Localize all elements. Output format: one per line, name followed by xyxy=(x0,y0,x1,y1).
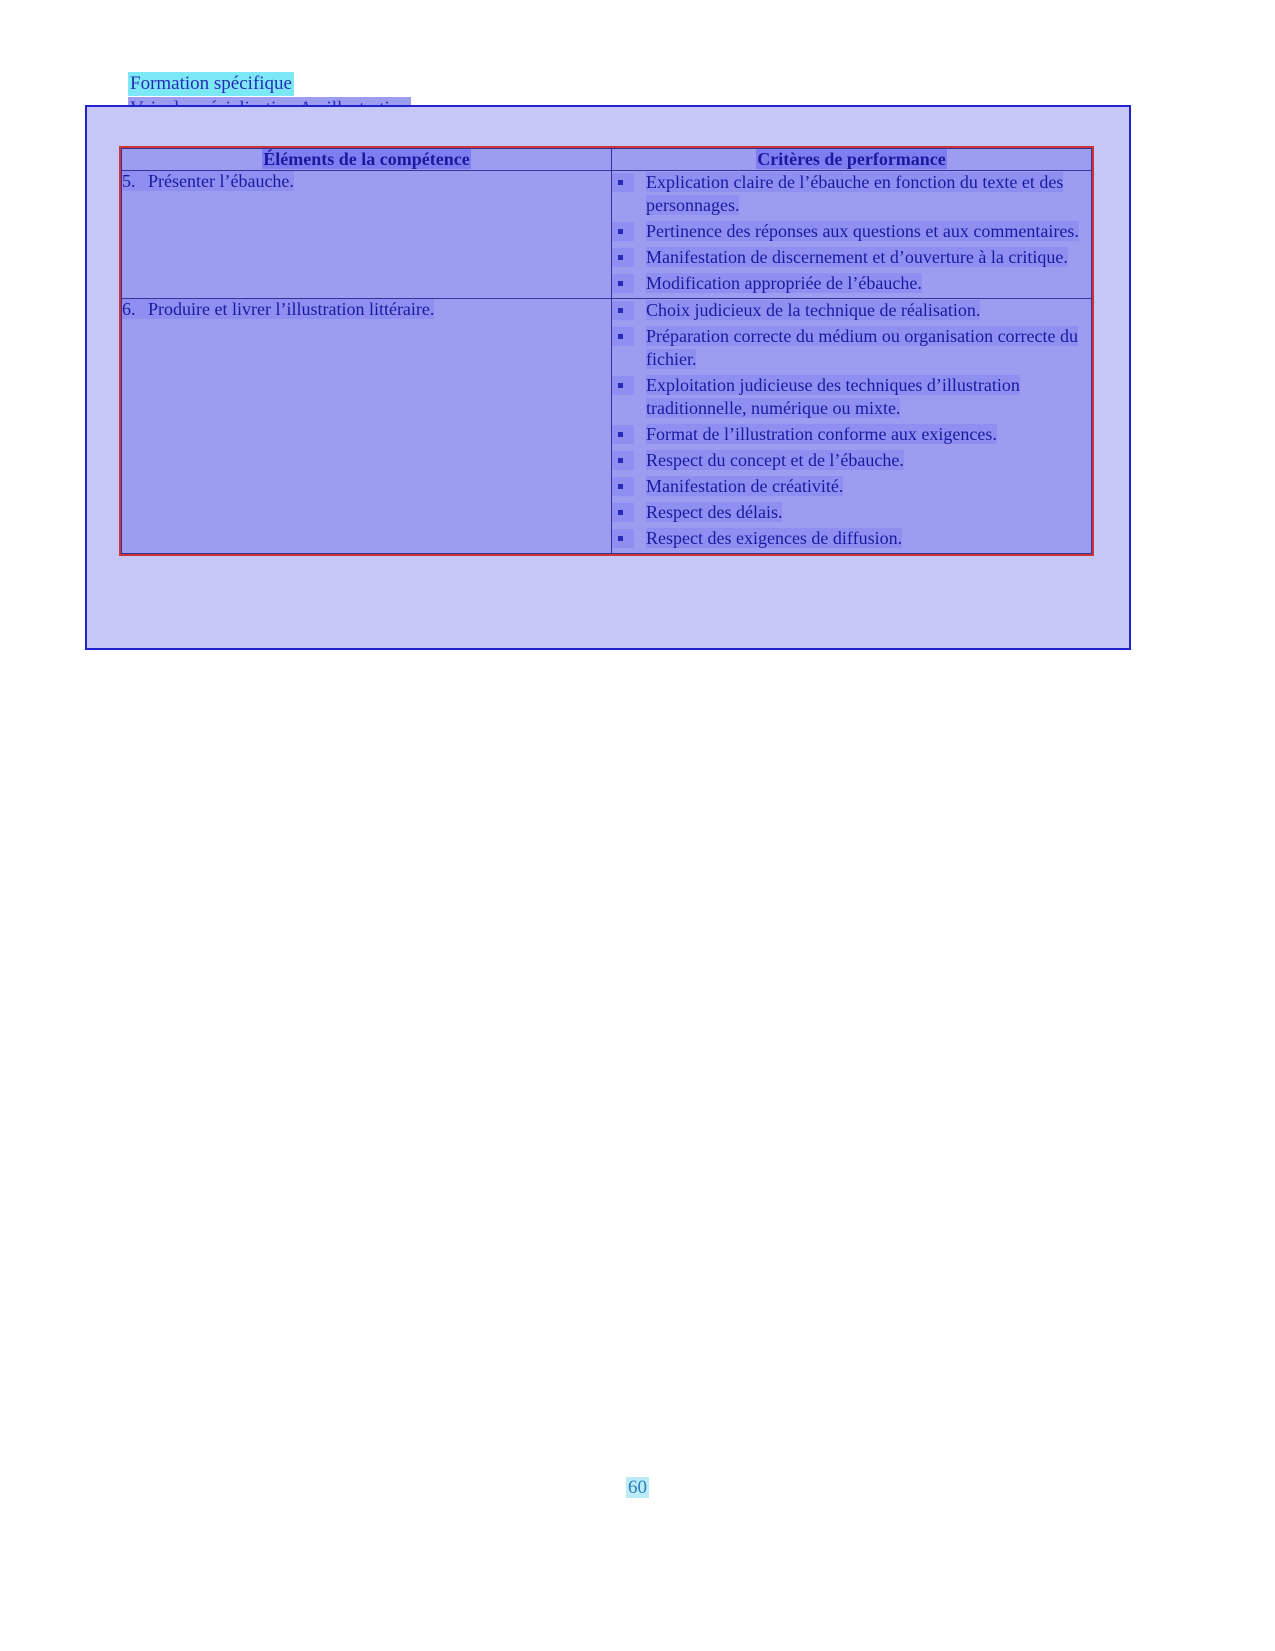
page-number: 60 xyxy=(628,1477,647,1498)
table-header-elements xyxy=(122,149,612,171)
bullet-icon xyxy=(618,510,623,515)
criteria-text: Exploitation judicieuse des techniques d’illustration traditionnelle, numérique ou mixte. xyxy=(646,375,1020,418)
element-number: 5. xyxy=(122,171,136,191)
element-line xyxy=(122,171,611,192)
criteria-text: Respect des exigences de diffusion. xyxy=(646,528,903,548)
criteria-text: Respect du concept et de l’ébauche. xyxy=(646,450,904,470)
bullet-icon xyxy=(618,229,623,234)
list-item xyxy=(612,423,1091,446)
criteria-text: Choix judicieux de la technique de réalisation. xyxy=(646,300,981,320)
bullet-highlight xyxy=(612,477,634,496)
list-item xyxy=(612,171,1091,217)
list-item xyxy=(612,325,1091,371)
bullet-highlight xyxy=(612,529,634,548)
bullet-icon xyxy=(618,334,623,339)
bullet-icon xyxy=(618,383,623,388)
list-item xyxy=(612,527,1091,550)
page-number-footer xyxy=(0,1477,1275,1499)
competency-table-container xyxy=(119,146,1094,556)
element-text: Produire et livrer l’illustration littéraire. xyxy=(148,299,435,319)
table-row xyxy=(122,299,1092,554)
element-number: 6. xyxy=(122,299,136,319)
bullet-icon xyxy=(618,484,623,489)
bullet-highlight xyxy=(612,173,634,192)
document-header-line-1: Formation spécifique xyxy=(130,73,292,94)
bullet-highlight xyxy=(612,503,634,522)
element-line xyxy=(122,299,611,320)
table-header-criteria-label: Critères de performance xyxy=(757,149,946,169)
list-item xyxy=(612,246,1091,269)
criteria-text: Respect des délais. xyxy=(646,502,783,522)
table-header-criteria xyxy=(612,149,1092,171)
bullet-highlight xyxy=(612,425,634,444)
bullet-highlight xyxy=(612,274,634,293)
bullet-icon xyxy=(618,180,623,185)
competency-table xyxy=(121,148,1092,554)
list-item xyxy=(612,299,1091,322)
criteria-cell-6 xyxy=(612,299,1092,554)
bullet-highlight xyxy=(612,222,634,241)
bullet-icon xyxy=(618,536,623,541)
table-header-row xyxy=(122,149,1092,171)
bullet-icon xyxy=(618,308,623,313)
criteria-text: Pertinence des réponses aux questions et aux commentaires. xyxy=(646,221,1079,241)
criteria-text: Modification appropriée de l’ébauche. xyxy=(646,273,922,293)
criteria-list-6 xyxy=(612,299,1091,550)
list-item xyxy=(612,475,1091,498)
bullet-highlight xyxy=(612,451,634,470)
criteria-list-5 xyxy=(612,171,1091,295)
bullet-highlight xyxy=(612,301,634,320)
bullet-icon xyxy=(618,255,623,260)
criteria-text: Préparation correcte du médium ou organisation correcte du fichier. xyxy=(646,326,1079,369)
criteria-text: Manifestation de créativité. xyxy=(646,476,844,496)
list-item xyxy=(612,220,1091,243)
bullet-highlight xyxy=(612,327,634,346)
list-item xyxy=(612,272,1091,295)
list-item xyxy=(612,501,1091,524)
table-header-elements-label: Éléments de la compétence xyxy=(263,149,470,169)
criteria-text: Explication claire de l’ébauche en fonction du texte et des personnages. xyxy=(646,172,1064,215)
list-item xyxy=(612,374,1091,420)
bullet-icon xyxy=(618,432,623,437)
bullet-icon xyxy=(618,281,623,286)
criteria-cell-5 xyxy=(612,171,1092,299)
criteria-text: Manifestation de discernement et d’ouverture à la critique. xyxy=(646,247,1068,267)
table-row xyxy=(122,171,1092,299)
criteria-text: Format de l’illustration conforme aux exigences. xyxy=(646,424,997,444)
bullet-icon xyxy=(618,458,623,463)
bullet-highlight xyxy=(612,248,634,267)
list-item xyxy=(612,449,1091,472)
bullet-highlight xyxy=(612,376,634,395)
element-text: Présenter l’ébauche. xyxy=(148,171,294,191)
element-cell-6 xyxy=(122,299,612,554)
element-cell-5 xyxy=(122,171,612,299)
